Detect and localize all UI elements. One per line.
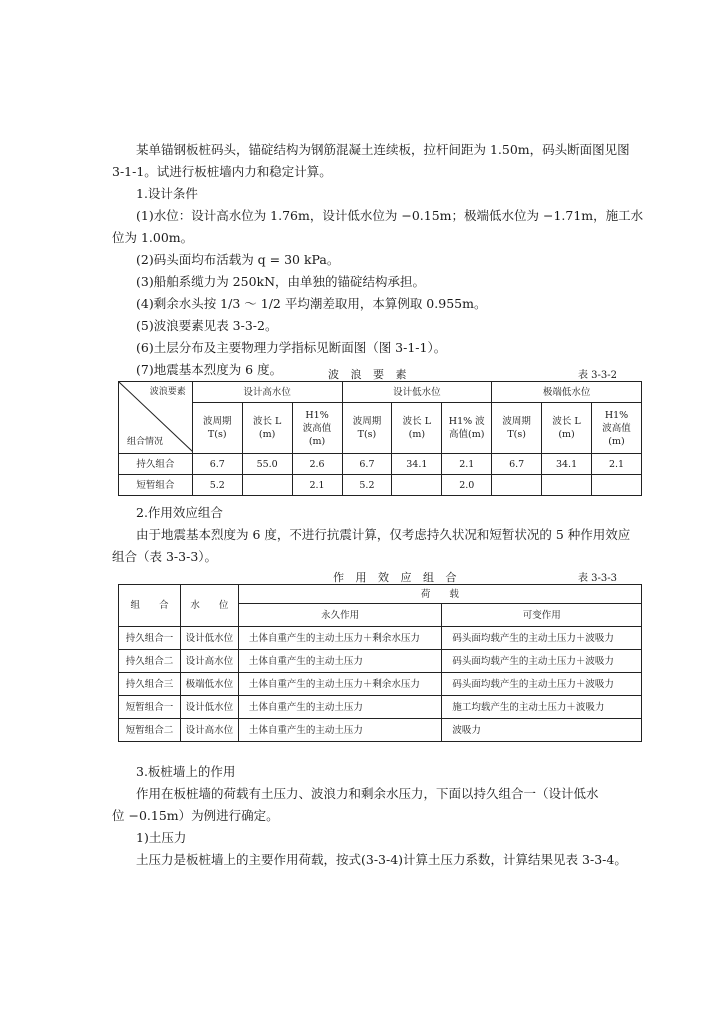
permanent-load-cell: 土体自重产生的主动土压力 [238,719,442,742]
table-cell: 2.1 [442,454,492,475]
variable-load-cell: 施工均载产生的主动土压力＋波吸力 [442,696,642,719]
condition-item: 位为 1.00m。 [112,230,194,245]
column-header: 组 合 [119,585,181,627]
table-cell: 5.2 [342,475,392,496]
column-header: 永久作用 [238,604,442,627]
body-paragraph-line: 作用在板桩墙的荷载有土压力、波浪力和剩余水压力，下面以持久组合一（设计低水 [136,786,599,801]
table-cell: 6.7 [492,454,542,475]
permanent-load-cell: 土体自重产生的主动土压力＋剩余水压力 [238,673,442,696]
sub-header: 波长 L (m) [542,403,592,454]
table-row [119,650,642,673]
table-number: 表 3-3-3 [578,573,618,584]
variable-load-cell: 码头面均载产生的主动土压力＋波吸力 [442,650,642,673]
combo-cell: 持久组合二 [119,650,181,673]
table-number: 表 3-3-2 [578,370,618,381]
table-cell: 6.7 [192,454,242,475]
sub-header: H1% 波高值 (m) [292,403,342,454]
body-paragraph-line: 由于地震基本烈度为 6 度，不进行抗震计算，仅考虑持久状况和短暂状况的 5 种作用效应 [136,527,631,542]
section-heading: 3.板桩墙上的作用 [136,764,236,779]
condition-item: (1)水位：设计高水位为 1.76m，设计低水位为 −0.15m；极端低水位为 −1.71m，施工水 [136,208,644,223]
variable-load-cell: 码头面均载产生的主动土压力＋波吸力 [442,673,642,696]
intro-paragraph-line: 某单锚钢板桩码头，锚碇结构为钢筋混凝土连续板，拉杆间距为 1.50m，码头断面图见图 [136,142,630,157]
table-cell [242,475,292,496]
combo-cell: 持久组合一 [119,627,181,650]
table-cell: 6.7 [342,454,392,475]
wave-elements-table [118,381,642,496]
table-row [119,475,642,496]
section-heading: 2.作用效应组合 [136,505,223,520]
permanent-load-cell: 土体自重产生的主动土压力＋剩余水压力 [238,627,442,650]
sub-header: 波周期 T(s) [492,403,542,454]
sub-header: 波长 L (m) [242,403,292,454]
group-header: 设计高水位 [192,382,342,403]
section-heading: 1.设计条件 [136,186,198,201]
condition-item: (4)剩余水头按 1/3 ～ 1/2 平均潮差取用，本算例取 0.955m。 [136,296,487,311]
table-row [119,627,642,650]
sub-header: H1% 波高值 (m) [592,403,642,454]
table-cell [392,475,442,496]
sub-header: 波长 L (m) [392,403,442,454]
table-cell: 2.1 [592,454,642,475]
table-row [119,673,642,696]
permanent-load-cell: 土体自重产生的主动土压力 [238,650,442,673]
table-caption: 波 浪 要 素 [328,368,411,381]
table-cell [592,475,642,496]
table-cell: 55.0 [242,454,292,475]
variable-load-cell: 波吸力 [442,719,642,742]
subsection-heading: 1)土压力 [136,830,187,845]
body-paragraph-line: 土压力是板桩墙上的主要作用荷载，按式(3-3-4)计算土压力系数，计算结果见表 3-3-4。 [136,852,627,867]
level-cell: 设计低水位 [180,696,238,719]
column-header: 可变作用 [442,604,642,627]
level-cell: 设计高水位 [180,719,238,742]
table-caption: 作 用 效 应 组 合 [333,571,461,584]
table-cell [492,475,542,496]
table-corner-cell [119,382,193,454]
sub-header: 波周期 T(s) [342,403,392,454]
body-paragraph-line: 位 −0.15m）为例进行确定。 [112,808,279,823]
group-header: 设计低水位 [342,382,492,403]
sub-header: H1% 波 高值(m) [442,403,492,454]
condition-item: (5)波浪要素见表 3-3-2。 [136,318,278,333]
table-cell: 34.1 [542,454,592,475]
column-header: 荷 载 [238,585,641,604]
level-cell: 设计高水位 [180,650,238,673]
table-row [119,696,642,719]
body-paragraph-line: 组合（表 3-3-3）。 [112,549,218,564]
table-cell: 2.6 [292,454,342,475]
level-cell: 设计低水位 [180,627,238,650]
condition-item: (2)码头面均布活载为 q = 30 kPa。 [136,252,340,267]
effect-combination-table [118,584,642,742]
level-cell: 极端低水位 [180,673,238,696]
table-cell: 34.1 [392,454,442,475]
table-cell: 2.0 [442,475,492,496]
column-header: 水 位 [180,585,238,627]
combo-cell: 持久组合三 [119,673,181,696]
table-row [119,454,642,475]
row-label: 持久组合 [119,454,193,475]
corner-label-bottom: 组合情况 [127,437,164,447]
condition-item: (6)土层分布及主要物理力学指标见断面图（图 3-1-1）。 [136,340,447,355]
corner-label-top: 波浪要素 [149,387,186,397]
group-header: 极端低水位 [492,382,642,403]
permanent-load-cell: 土体自重产生的主动土压力 [238,696,442,719]
condition-item: (3)船舶系缆力为 250kN，由单独的锚碇结构承担。 [136,274,426,289]
variable-load-cell: 码头面均载产生的主动土压力＋波吸力 [442,627,642,650]
table-row [119,719,642,742]
table-cell [542,475,592,496]
table-cell: 2.1 [292,475,342,496]
combo-cell: 短暂组合二 [119,719,181,742]
sub-header: 波周期 T(s) [192,403,242,454]
combo-cell: 短暂组合一 [119,696,181,719]
intro-paragraph-line: 3-1-1。试进行板桩墙内力和稳定计算。 [112,164,332,179]
row-label: 短暂组合 [119,475,193,496]
condition-item: (7)地震基本烈度为 6 度。 [136,362,283,377]
table-cell: 5.2 [192,475,242,496]
